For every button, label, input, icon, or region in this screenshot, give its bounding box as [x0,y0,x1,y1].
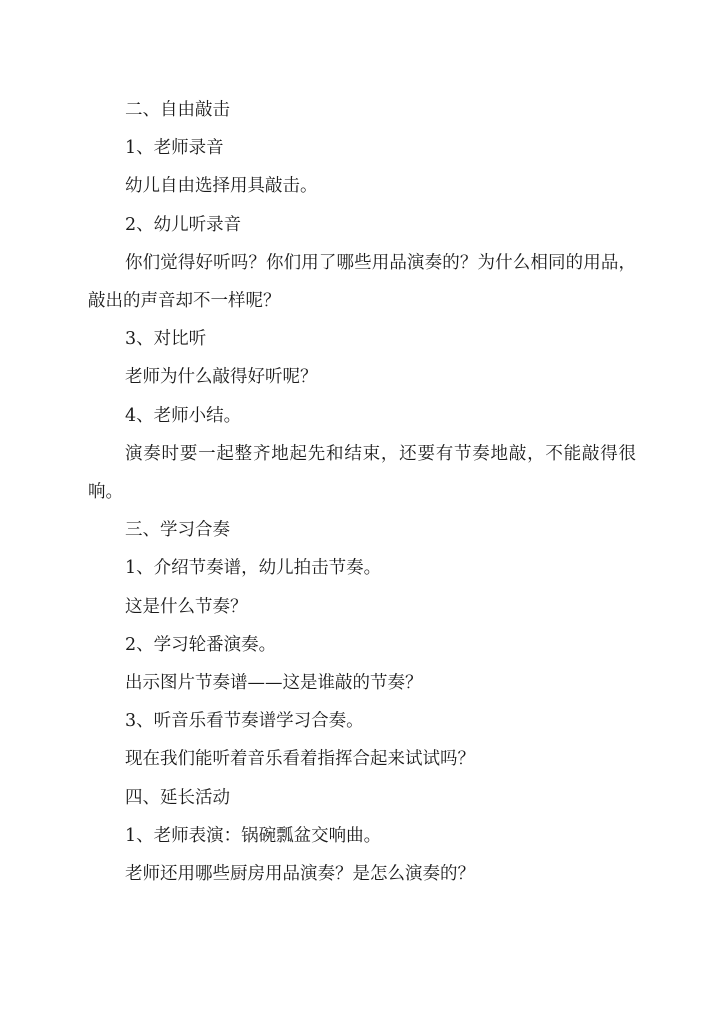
step-heading: 2、幼儿听录音 [125,214,242,235]
paragraph: 老师为什么敲得好听呢？ [125,367,318,388]
paragraph: 你们觉得好听吗？你们用了哪些用品演奏的？为什么相同的用品，敲出的声音却不一样呢？ [88,252,636,312]
document-body [88,91,636,893]
paragraph: 出示图片节奏谱——这是谁敲的节奏？ [125,673,423,694]
section-heading: 二、自由敲击 [125,100,230,120]
paragraph: 幼儿自由选择用具敲击。 [125,176,318,197]
step-heading: 1、老师表演：锅碗瓢盆交响曲。 [125,825,382,846]
step-heading: 3、听音乐看节奏谱学习合奏。 [125,711,364,732]
step-heading: 3、对比听 [125,329,207,350]
step-heading: 1、老师录音 [125,138,224,159]
paragraph: 老师还用哪些厨房用品演奏？是怎么演奏的？ [125,864,475,885]
paragraph: 这是什么节奏？ [125,596,248,617]
paragraph: 现在我们能听着音乐看着指挥合起来试试吗？ [125,749,475,770]
section-heading: 四、延长活动 [125,787,230,808]
step-heading: 2、学习轮番演奏。 [125,634,277,655]
paragraph: 演奏时要一起整齐地起先和结束，还要有节奏地敲，不能敲得很响。 [88,443,636,503]
section-heading: 三、学习合奏 [125,520,230,541]
step-heading: 4、老师小结。 [125,405,242,426]
step-heading: 1、介绍节奏谱，幼儿拍击节奏。 [125,558,382,579]
